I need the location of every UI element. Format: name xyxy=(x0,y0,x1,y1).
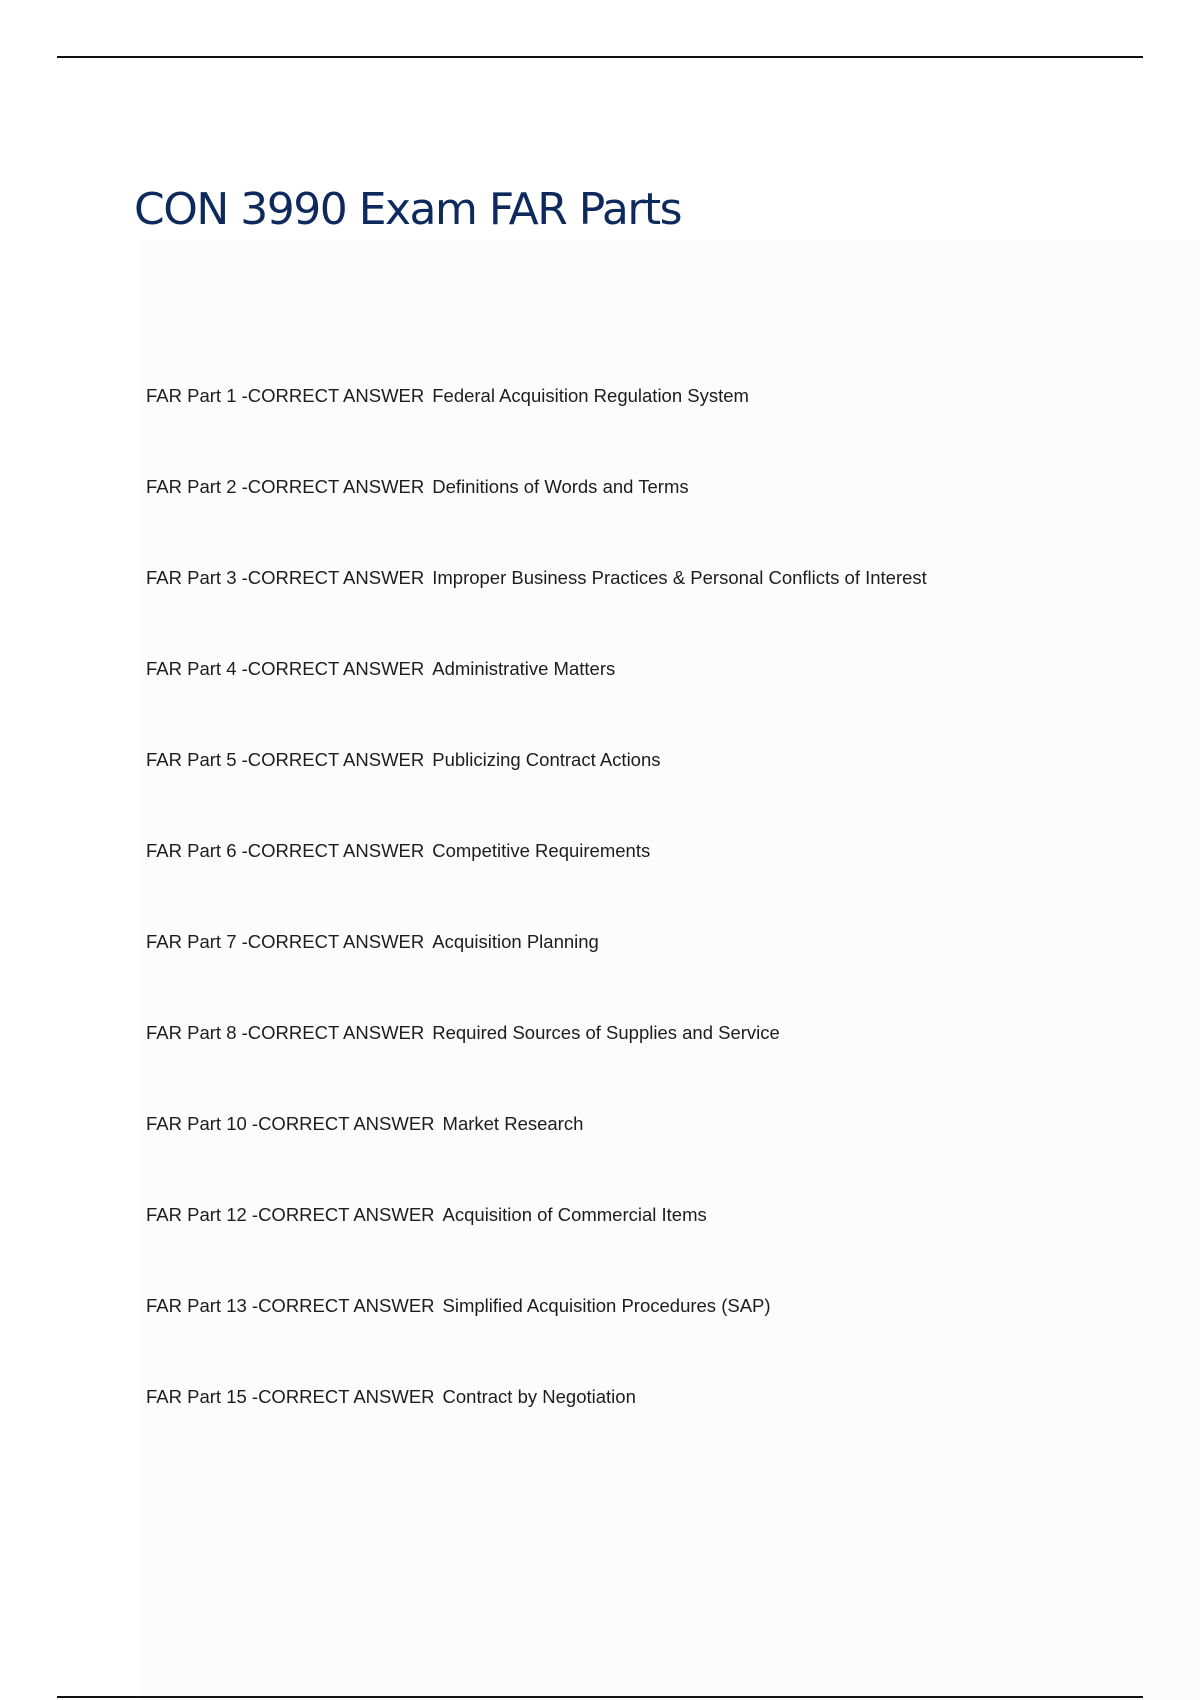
qa-item xyxy=(146,1381,927,1472)
qa-item xyxy=(146,1108,927,1199)
qa-answer: Federal Acquisition Regulation System xyxy=(432,385,749,406)
qa-term: FAR Part 7 -CORRECT ANSWER xyxy=(146,931,425,952)
qa-item xyxy=(146,1017,927,1108)
qa-item xyxy=(146,926,927,1017)
qa-item xyxy=(146,1290,927,1381)
qa-item xyxy=(146,835,927,926)
qa-term: FAR Part 3 -CORRECT ANSWER xyxy=(146,567,425,588)
qa-answer: Simplified Acquisition Procedures (SAP) xyxy=(442,1295,771,1316)
qa-answer: Market Research xyxy=(442,1113,584,1134)
qa-answer: Administrative Matters xyxy=(432,658,616,679)
qa-term: FAR Part 2 -CORRECT ANSWER xyxy=(146,476,425,497)
qa-answer: Required Sources of Supplies and Service xyxy=(432,1022,780,1043)
qa-item xyxy=(146,380,927,471)
qa-item xyxy=(146,1199,927,1290)
qa-answer: Improper Business Practices & Personal Conflicts of Interest xyxy=(432,567,927,588)
qa-answer: Acquisition Planning xyxy=(432,931,599,952)
footer-rule xyxy=(57,1696,1143,1698)
qa-answer: Competitive Requirements xyxy=(432,840,651,861)
qa-answer: Contract by Negotiation xyxy=(442,1386,636,1407)
qa-item xyxy=(146,471,927,562)
qa-item xyxy=(146,653,927,744)
qa-item xyxy=(146,744,927,835)
document-title: CON 3990 Exam FAR Parts xyxy=(134,184,682,235)
qa-answer: Acquisition of Commercial Items xyxy=(442,1204,707,1225)
qa-answer: Definitions of Words and Terms xyxy=(432,476,689,497)
qa-term: FAR Part 1 -CORRECT ANSWER xyxy=(146,385,425,406)
qa-term: FAR Part 10 -CORRECT ANSWER xyxy=(146,1113,435,1134)
qa-term: FAR Part 12 -CORRECT ANSWER xyxy=(146,1204,435,1225)
qa-item xyxy=(146,562,927,653)
qa-term: FAR Part 4 -CORRECT ANSWER xyxy=(146,658,425,679)
qa-term: FAR Part 6 -CORRECT ANSWER xyxy=(146,840,425,861)
qa-answer: Publicizing Contract Actions xyxy=(432,749,661,770)
qa-term: FAR Part 8 -CORRECT ANSWER xyxy=(146,1022,425,1043)
qa-term: FAR Part 13 -CORRECT ANSWER xyxy=(146,1295,435,1316)
qa-term: FAR Part 15 -CORRECT ANSWER xyxy=(146,1386,435,1407)
header-rule xyxy=(57,56,1143,58)
qa-list xyxy=(146,380,927,1472)
qa-term: FAR Part 5 -CORRECT ANSWER xyxy=(146,749,425,770)
